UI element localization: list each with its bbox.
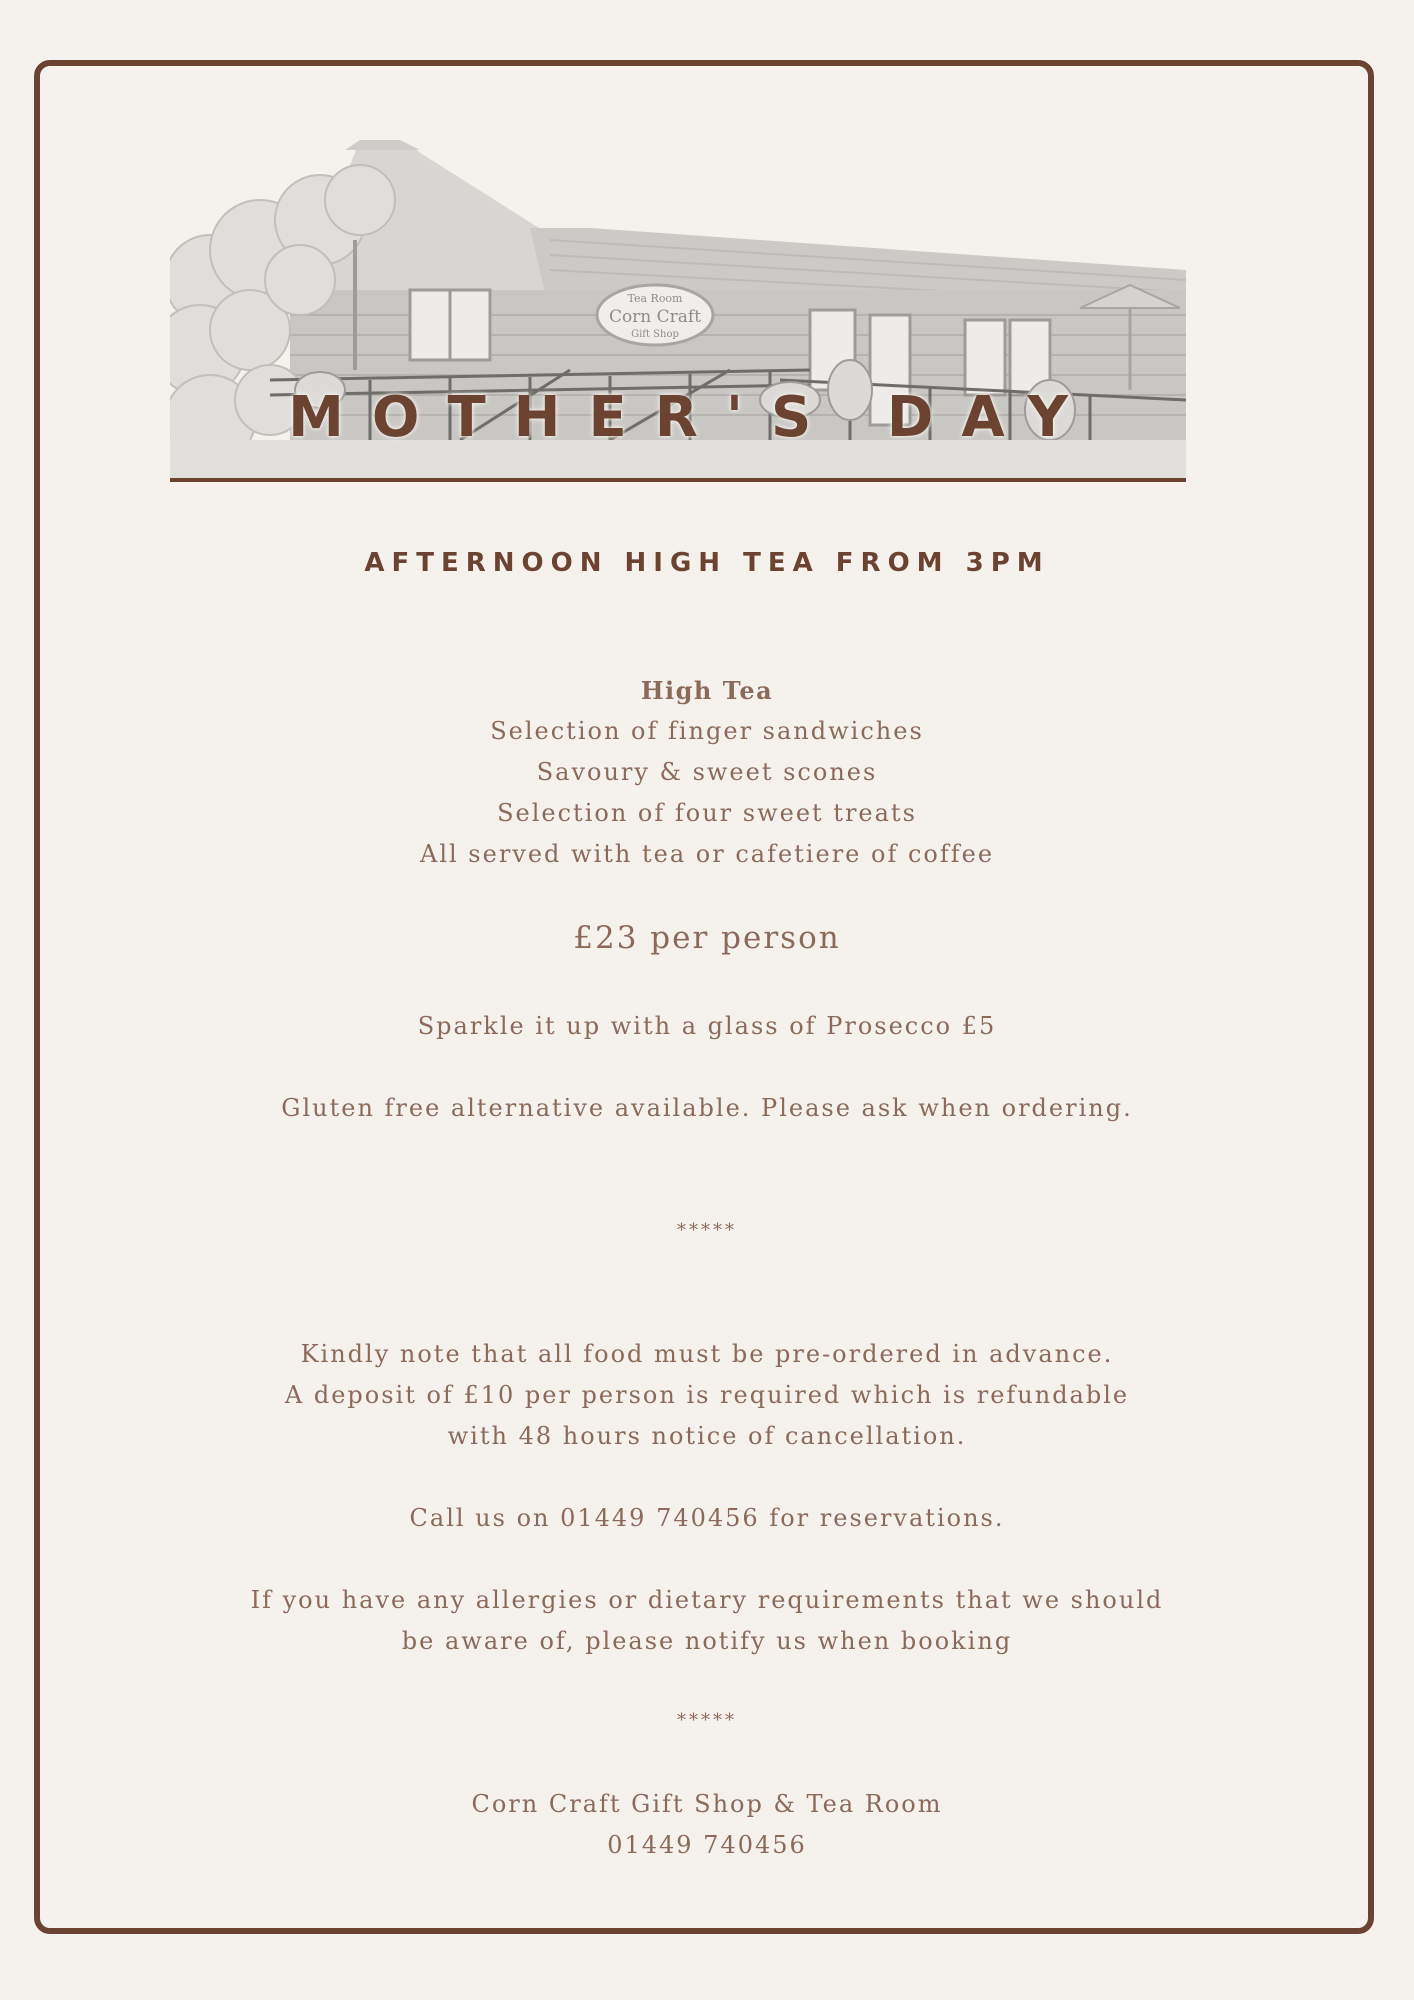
allergy-note: If you have any allergies or dietary requirements that we should	[250, 1586, 1164, 1614]
sign-line-1: Tea Room	[627, 292, 683, 305]
preorder-note: A deposit of £10 per person is required which is refundable	[284, 1381, 1130, 1409]
separator: *****	[677, 1710, 737, 1731]
footer-name: Corn Craft Gift Shop & Tea Room	[471, 1790, 943, 1818]
prosecco-offer: Sparkle it up with a glass of Prosecco £5	[417, 1012, 997, 1040]
subtitle: AFTERNOON HIGH TEA FROM 3PM	[364, 548, 1050, 578]
menu-item: Savoury & sweet scones	[536, 758, 878, 786]
separator: *****	[677, 1220, 737, 1241]
price: £23 per person	[573, 920, 841, 956]
menu-item: Selection of four sweet treats	[497, 799, 917, 827]
sign-line-3: Gift Shop	[631, 329, 679, 340]
menu-item: Selection of finger sandwiches	[490, 717, 924, 745]
menu-heading: High Tea	[640, 676, 774, 705]
sign-line-2: Corn Craft	[608, 307, 702, 327]
banner-underline	[170, 478, 1186, 482]
preorder-note: Kindly note that all food must be pre-ordered in advance.	[300, 1340, 1114, 1368]
menu-item: All served with tea or cafetiere of coffee	[419, 840, 995, 868]
page-title: MOTHER'S DAY	[288, 385, 1096, 450]
allergy-note: be aware of, please notify us when booking	[401, 1627, 1013, 1655]
footer-phone: 01449 740456	[607, 1831, 807, 1859]
gluten-note: Gluten free alternative available. Please ask when ordering.	[281, 1094, 1133, 1122]
call-note: Call us on 01449 740456 for reservations.	[409, 1504, 1005, 1532]
preorder-note: with 48 hours notice of cancellation.	[447, 1422, 967, 1450]
